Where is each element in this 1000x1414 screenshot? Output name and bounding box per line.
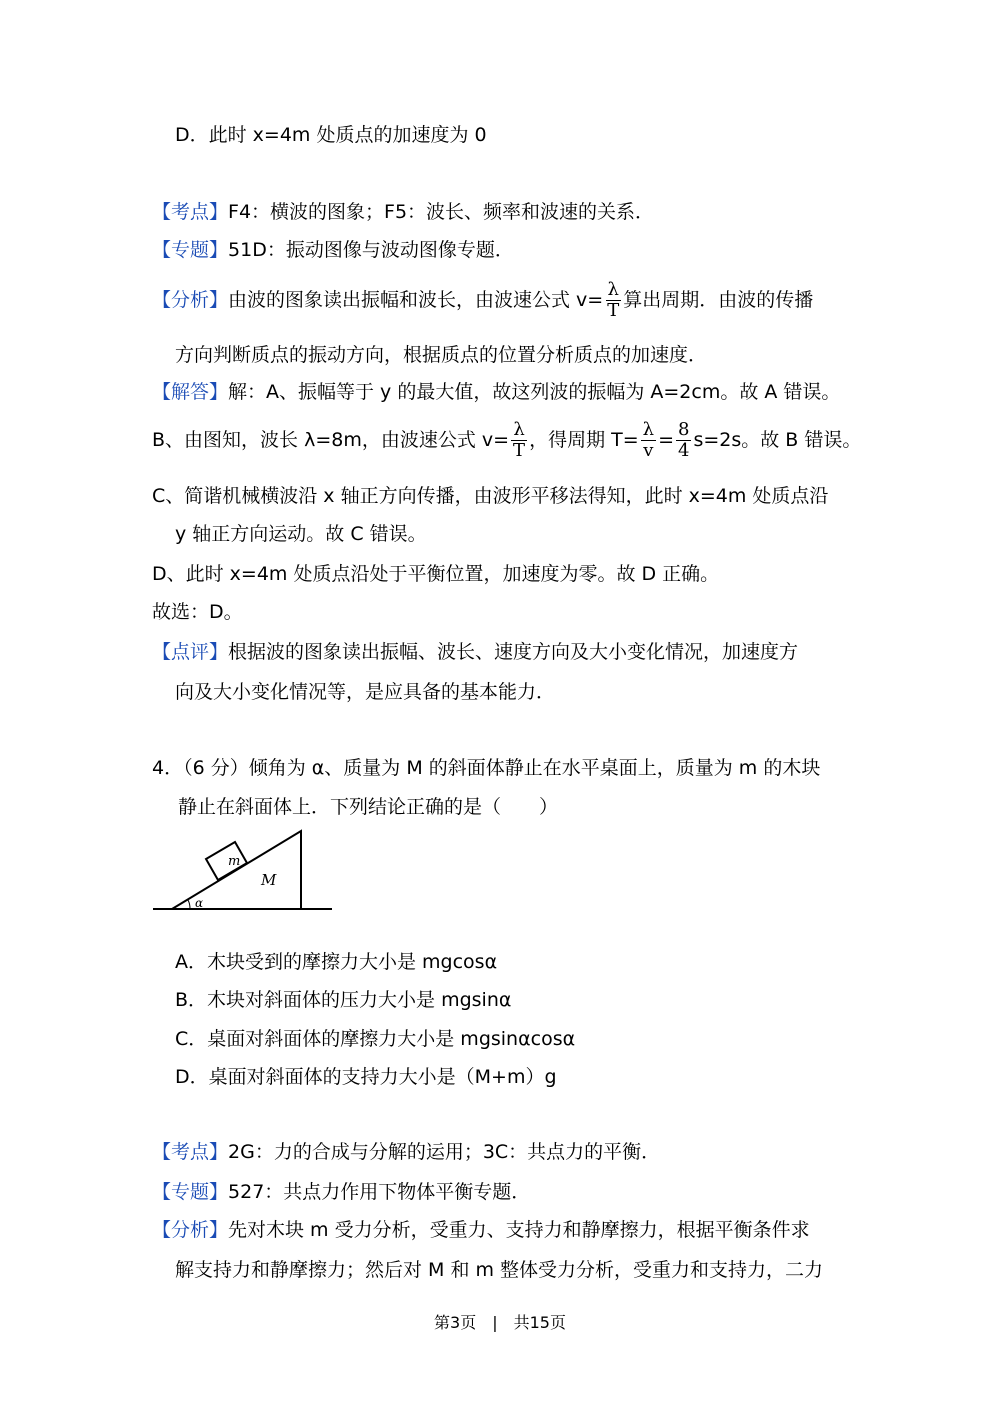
- jieda-tag: 【解答】: [152, 381, 229, 403]
- jieda-b-post: s=2s。故 B 错误。: [693, 429, 862, 451]
- q4-stem-line2: 静止在斜面体上．下列结论正确的是（ ）: [178, 796, 559, 818]
- q4-kaodian: [152, 1140, 660, 1164]
- jieda-b-mid: ，得周期 T=: [529, 429, 639, 451]
- zhuanti-tag: 【专题】: [152, 239, 229, 261]
- q3-kaodian: [152, 200, 654, 224]
- q4-fenxi: [152, 1218, 810, 1242]
- q4-option-c: C．桌面对斜面体的摩擦力大小是 mgsinαcosα: [175, 1028, 576, 1050]
- jieda-a-text: 解：A、振幅等于 y 的最大值，故这列波的振幅为 A=2cm。故 A 错误。: [228, 381, 841, 403]
- q3-dianping-line2: 向及大小变化情况等，是应具备的基本能力．: [175, 681, 556, 703]
- fenxi-tag: 【分析】: [152, 1219, 229, 1241]
- block-label: m: [228, 854, 241, 869]
- angle-label: α: [195, 896, 204, 910]
- fraction-numerator: λ: [642, 419, 655, 440]
- q3-option-d: D．此时 x=4m 处质点的加速度为 0: [175, 124, 487, 146]
- zhuanti-tag: 【专题】: [152, 1181, 229, 1203]
- zhuanti-text: 51D：振动图像与波动图像专题．: [228, 239, 514, 261]
- q4-stem-line1: 4．（6 分）倾角为 α、质量为 M 的斜面体静止在水平桌面上，质量为 m 的木块: [152, 757, 821, 779]
- q4-option-d: D．桌面对斜面体的支持力大小是（M+m）g: [175, 1066, 557, 1088]
- wave-speed-fraction-2: [511, 420, 527, 461]
- dianping-tag: 【点评】: [152, 641, 229, 663]
- period-fraction: [641, 420, 656, 461]
- q3-jieda-c1: C、简谐机械横波沿 x 轴正方向传播，由波形平移法得知，此时 x=4m 处质点沿: [152, 485, 829, 507]
- fraction-numerator: 8: [677, 419, 690, 440]
- wave-speed-fraction: [605, 280, 621, 321]
- q3-fenxi-line2: 方向判断质点的振动方向，根据质点的位置分析质点的加速度．: [175, 344, 708, 366]
- kaodian-tag: 【考点】: [152, 201, 229, 223]
- q4-option-b: B．木块对斜面体的压力大小是 mgsinα: [175, 989, 512, 1011]
- wedge-label: M: [261, 871, 277, 889]
- q4-zhuanti: [152, 1180, 530, 1204]
- q4-fenxi-line2: 解支持力和静摩擦力；然后对 M 和 m 整体受力分析，受重力和支持力，二力: [175, 1259, 824, 1281]
- fraction-numerator: λ: [607, 279, 619, 300]
- page-footer: 第3页 | 共15页: [434, 1313, 566, 1332]
- fraction-denominator: v: [643, 440, 654, 461]
- kaodian-text: 2G：力的合成与分解的运用；3C：共点力的平衡．: [228, 1141, 661, 1163]
- numeric-fraction: [676, 420, 691, 461]
- fenxi-pre: 由波的图象读出振幅和波长，由波速公式 v=: [228, 289, 604, 311]
- q3-jieda-c2: y 轴正方向运动。故 C 错误。: [175, 523, 427, 545]
- q3-fenxi: [152, 278, 813, 322]
- q3-zhuanti: [152, 238, 514, 262]
- q4-option-a: A．木块受到的摩擦力大小是 mgcosα: [175, 951, 498, 973]
- q3-guxuan: 故选：D。: [152, 601, 243, 623]
- kaodian-tag: 【考点】: [152, 1141, 229, 1163]
- fraction-numerator: λ: [513, 419, 525, 440]
- fenxi-text-1: 先对木块 m 受力分析，受重力、支持力和静摩擦力，根据平衡条件求: [228, 1219, 810, 1241]
- angle-arc: [188, 900, 190, 909]
- q3-jieda-a: [152, 380, 840, 404]
- fenxi-post: 算出周期．由波的传播: [623, 289, 814, 311]
- q3-jieda-d: D、此时 x=4m 处质点沿处于平衡位置，加速度为零。故 D 正确。: [152, 563, 720, 585]
- q3-jieda-b: [152, 418, 861, 462]
- fraction-denominator: T: [607, 300, 620, 321]
- incline-figure: [150, 828, 335, 914]
- block-square: [206, 842, 247, 880]
- dianping-text-1: 根据波的图象读出振幅、波长、速度方向及大小变化情况，加速度方: [228, 641, 799, 663]
- equals-sign: =: [658, 429, 674, 451]
- zhuanti-text: 527：共点力作用下物体平衡专题．: [228, 1181, 531, 1203]
- q3-dianping: [152, 640, 798, 664]
- kaodian-text: F4：横波的图象；F5：波长、频率和波速的关系．: [228, 201, 655, 223]
- fraction-denominator: 4: [677, 440, 690, 461]
- fraction-denominator: T: [513, 440, 526, 461]
- fenxi-tag: 【分析】: [152, 289, 229, 311]
- jieda-b-pre: B、由图知，波长 λ=8m，由波速公式 v=: [152, 429, 510, 451]
